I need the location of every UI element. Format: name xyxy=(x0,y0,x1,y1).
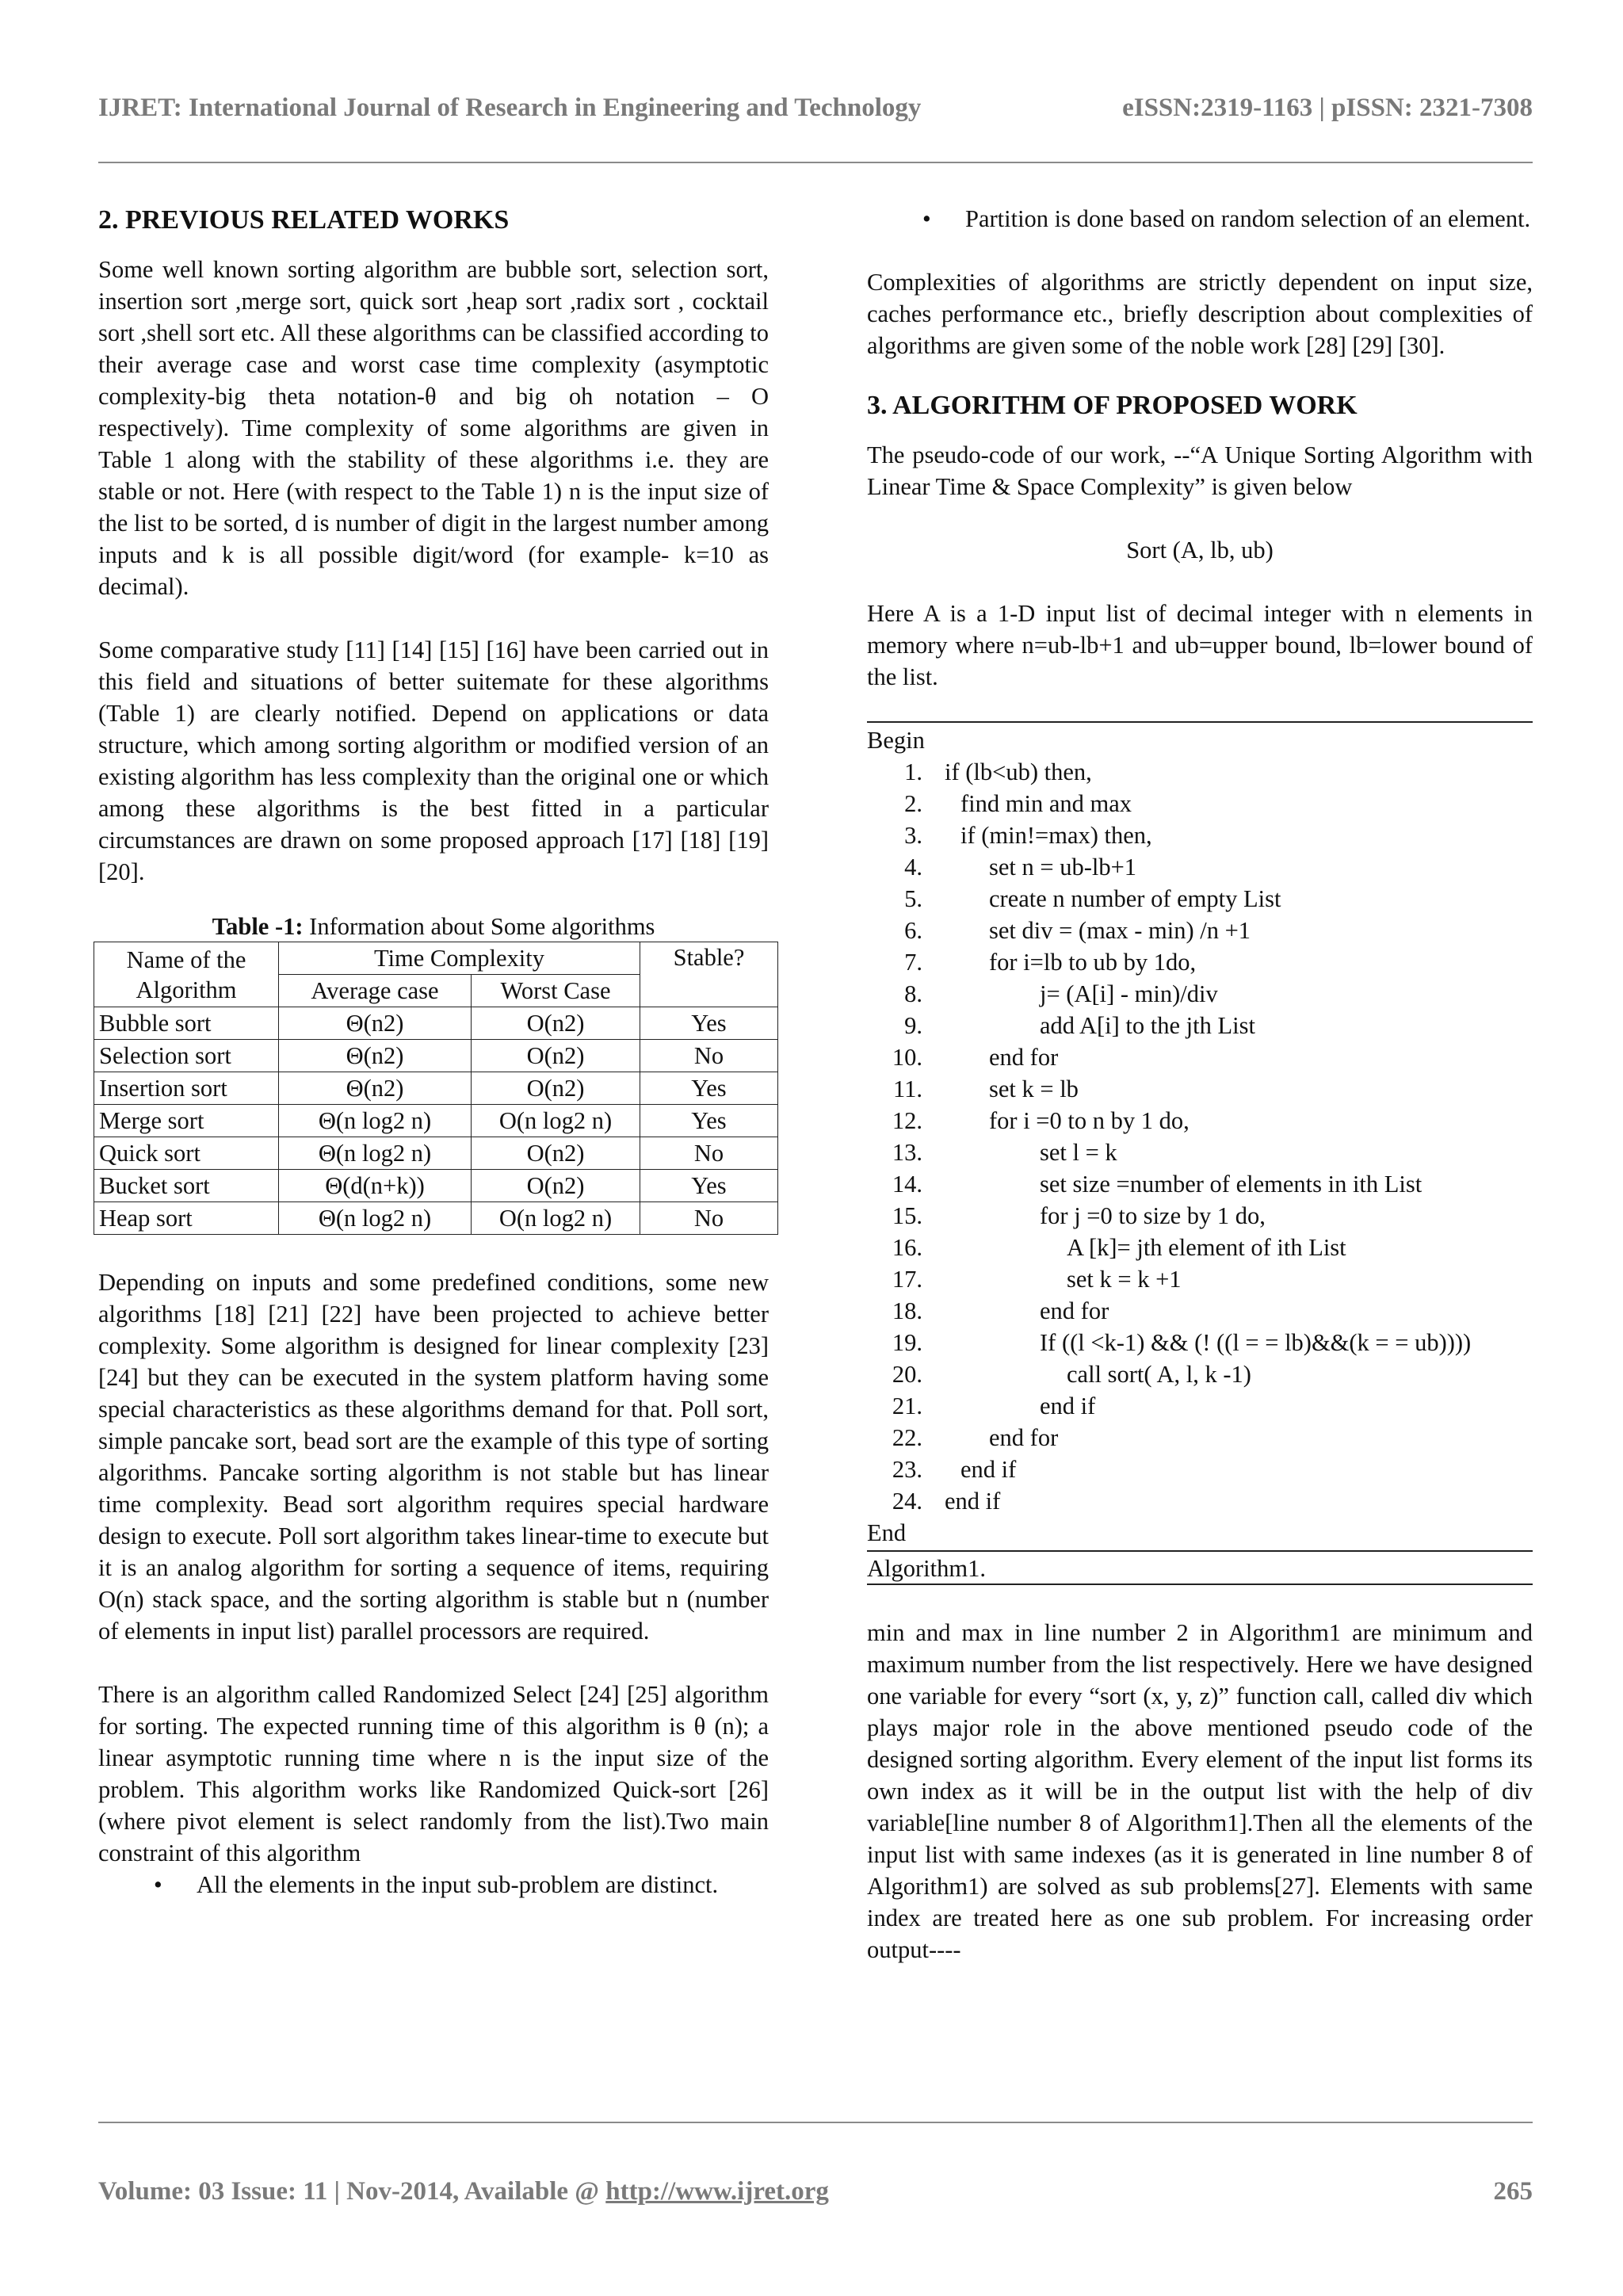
bullet-icon: • xyxy=(154,1871,162,1898)
table-cell-name: Quick sort xyxy=(94,1137,279,1170)
table-cell-stable: No xyxy=(640,1040,778,1072)
table-cell-avg: Θ(n2) xyxy=(279,1040,472,1072)
algorithm-bottom-rule xyxy=(867,1584,1533,1585)
table-header-worst: Worst Case xyxy=(472,975,640,1007)
table-cell-stable: No xyxy=(640,1137,778,1170)
line-number: 8. xyxy=(904,980,922,1007)
page-number: 265 xyxy=(1493,2177,1533,2206)
line-code: find min and max xyxy=(960,790,1132,817)
line-number: 24. xyxy=(892,1488,922,1515)
algorithm-line xyxy=(867,851,1533,883)
constraint-list-continued xyxy=(867,203,1533,235)
algorithm-line xyxy=(867,1390,1533,1422)
line-code: if (lb<ub) then, xyxy=(945,758,1092,785)
table-cell-avg: Θ(d(n+k)) xyxy=(279,1170,472,1202)
line-number: 4. xyxy=(904,854,922,881)
section-heading-algorithm: 3. ALGORITHM OF PROPOSED WORK xyxy=(867,391,1358,420)
page-footer xyxy=(98,2177,1533,2209)
line-code: set div = (max - min) /n +1 xyxy=(989,917,1251,944)
journal-link[interactable]: http://www.ijret.org xyxy=(605,2177,829,2206)
line-number: 3. xyxy=(904,822,922,849)
algorithm-line xyxy=(867,1232,1533,1263)
table-cell-stable: Yes xyxy=(640,1105,778,1137)
table-caption xyxy=(98,911,769,942)
issn-info: eISSN:2319-1163 | pISSN: 2321-7308 xyxy=(1122,94,1533,122)
table-cell-worst: O(n log2 n) xyxy=(472,1202,640,1235)
table-cell-avg: Θ(n log2 n) xyxy=(279,1105,472,1137)
algorithm-line xyxy=(867,1137,1533,1168)
right-column xyxy=(867,203,1533,1966)
table-cell-worst: O(n2) xyxy=(472,1007,640,1040)
algorithm-box xyxy=(867,721,1533,1585)
line-number: 19. xyxy=(892,1329,922,1356)
line-code: for j =0 to size by 1 do, xyxy=(1040,1202,1266,1229)
algorithm-line xyxy=(867,1485,1533,1517)
algorithm-line xyxy=(867,915,1533,946)
table-row xyxy=(94,1105,778,1137)
line-number: 18. xyxy=(892,1297,922,1324)
line-number: 22. xyxy=(892,1424,922,1451)
table-row xyxy=(94,1040,778,1072)
algorithm-line xyxy=(867,1041,1533,1073)
paragraph-3: Depending on inputs and some predefined conditions, some new algorithms [18] [21] [22] have been projected to achieve better complexity. Some algorithm is designed for linear complexity [23] [24] but they can be executed in the system platform having some special characteristics as these algorithms demand for that. Poll sort, simple pancake sort, bead sort are the example of this type of sorting algorithms. Pancake sorting algorithm is not stable but has linear time complexity. Bead sort algorithm requires special hardware design to execute. Poll sort algorithm takes linear-time to execute but it is an analog algorithm for sorting a sequence of items, requiring O(n) stack space, and the sorting algorithm is stable but n (number of elements in input list) parallel processors are required. xyxy=(98,1269,769,1645)
line-code: end if xyxy=(1040,1392,1096,1419)
line-code: call sort( A, l, k -1) xyxy=(1067,1361,1251,1388)
table-caption-label: Table -1: xyxy=(212,913,304,940)
paragraph-6: The pseudo-code of our work, --“A Unique Sorting Algorithm with Linear Time & Space Complexity” is given below xyxy=(867,441,1533,500)
line-number: 23. xyxy=(892,1456,922,1483)
line-code: set l = k xyxy=(1040,1139,1117,1166)
bullet-icon: • xyxy=(922,205,931,232)
table-row xyxy=(94,1202,778,1235)
line-code: add A[i] to the jth List xyxy=(1040,1012,1255,1039)
table-cell-worst: O(n2) xyxy=(472,1170,640,1202)
line-code: set k = lb xyxy=(989,1075,1079,1102)
algorithm-line xyxy=(867,1295,1533,1327)
paragraph-5: Complexities of algorithms are strictly dependent on input size, caches performance etc., briefly description about complexities of algorithms are given some of the noble work [28] [29] [30]. xyxy=(867,269,1533,359)
line-code: create n number of empty List xyxy=(989,885,1281,912)
header-rule xyxy=(98,162,1533,163)
algorithm-line xyxy=(867,788,1533,819)
table-cell-name: Bucket sort xyxy=(94,1170,279,1202)
table-cell-avg: Θ(n2) xyxy=(279,1072,472,1105)
table-header-time: Time Complexity xyxy=(279,942,640,975)
line-number: 16. xyxy=(892,1234,922,1261)
table-cell-worst: O(n2) xyxy=(472,1137,640,1170)
page-header xyxy=(98,94,1533,125)
table-row xyxy=(94,1007,778,1040)
line-number: 13. xyxy=(892,1139,922,1166)
table-row xyxy=(94,1072,778,1105)
line-code: set size =number of elements in ith List xyxy=(1040,1171,1423,1198)
algorithm-line xyxy=(867,1105,1533,1137)
algorithm-line xyxy=(867,1263,1533,1295)
algorithm-line xyxy=(867,1073,1533,1105)
table-cell-worst: O(n2) xyxy=(472,1072,640,1105)
table-header-stable: Stable? xyxy=(640,942,778,1007)
paragraph-4: There is an algorithm called Randomized Select [24] [25] algorithm for sorting. The expected running time of this algorithm is θ (n); a linear asymptotic running time where n is the input size of the problem. This algorithm works like Randomized Quick-sort [26] (where pivot element is select randomly from the list).Two main constraint of this algorithm xyxy=(98,1681,769,1866)
algorithm-line xyxy=(867,1168,1533,1200)
table-cell-name: Heap sort xyxy=(94,1202,279,1235)
line-number: 5. xyxy=(904,885,922,912)
table-cell-name: Selection sort xyxy=(94,1040,279,1072)
line-code: j= (A[i] - min)/div xyxy=(1040,980,1218,1007)
algorithm-line xyxy=(867,1010,1533,1041)
line-number: 7. xyxy=(904,949,922,976)
line-code: end for xyxy=(989,1424,1059,1451)
line-code: set k = k +1 xyxy=(1067,1266,1182,1293)
table-cell-avg: Θ(n log2 n) xyxy=(279,1202,472,1235)
line-code: if (min!=max) then, xyxy=(960,822,1152,849)
complexity-table xyxy=(94,942,778,1235)
sort-signature: Sort (A, lb, ub) xyxy=(1126,537,1274,563)
line-number: 15. xyxy=(892,1202,922,1229)
line-number: 9. xyxy=(904,1012,922,1039)
algorithm-end: End xyxy=(867,1519,907,1546)
table-cell-worst: O(n2) xyxy=(472,1040,640,1072)
table-cell-avg: Θ(n log2 n) xyxy=(279,1137,472,1170)
algorithm-line xyxy=(867,1454,1533,1485)
algorithm-line xyxy=(867,978,1533,1010)
line-number: 21. xyxy=(892,1392,922,1419)
line-number: 12. xyxy=(892,1107,922,1134)
table-cell-stable: Yes xyxy=(640,1170,778,1202)
line-code: If ((l <k-1) && (! ((l = = lb)&&(k = = ub)))) xyxy=(1040,1329,1472,1356)
journal-title: IJRET: International Journal of Research in Engineering and Technology xyxy=(98,94,922,122)
footer-volume: Volume: 03 Issue: 11 | Nov-2014, Available @ http://www.ijret.org xyxy=(98,2177,829,2206)
line-number: 20. xyxy=(892,1361,922,1388)
table-cell-avg: Θ(n2) xyxy=(279,1007,472,1040)
paragraph-2: Some comparative study [11] [14] [15] [16] have been carried out in this field and situations of better suitemate for these algorithms (Table 1) are clearly notified. Depend on applications or data structure, which among sorting algorithm or modified version of an existing algorithm has less complexity than the original one or which among these algorithms is the best fitted in a particular circumstances are drawn on some proposed approach [17] [18] [19] [20]. xyxy=(98,636,769,885)
table-body xyxy=(94,1007,778,1235)
line-code: for i =0 to n by 1 do, xyxy=(989,1107,1190,1134)
line-code: A [k]= jth element of ith List xyxy=(1067,1234,1346,1261)
line-code: end if xyxy=(945,1488,1001,1515)
line-code: end for xyxy=(1040,1297,1109,1324)
paragraph-7: Here A is a 1-D input list of decimal integer with n elements in memory where n=ub-lb+1 and ub=upper bound, lb=lower bound of the list. xyxy=(867,600,1533,690)
table-cell-name: Bubble sort xyxy=(94,1007,279,1040)
table-row xyxy=(94,1137,778,1170)
algorithm-caption: Algorithm1. xyxy=(867,1555,986,1582)
table-cell-worst: O(n log2 n) xyxy=(472,1105,640,1137)
constraint-list xyxy=(98,1869,769,1901)
table-caption-text: Information about Some algorithms xyxy=(303,913,655,940)
line-code: end for xyxy=(989,1044,1059,1071)
algorithm-line xyxy=(867,819,1533,851)
algorithm-line xyxy=(867,1327,1533,1358)
list-item: • Partition is done based on random selection of an element. xyxy=(867,203,1533,235)
algorithm-line xyxy=(867,1422,1533,1454)
footer-rule xyxy=(98,2122,1533,2123)
algorithm-begin: Begin xyxy=(867,727,925,754)
line-code: end if xyxy=(960,1456,1017,1483)
list-item: • All the elements in the input sub-problem are distinct. xyxy=(98,1869,769,1901)
line-code: for i=lb to ub by 1do, xyxy=(989,949,1197,976)
table-cell-name: Insertion sort xyxy=(94,1072,279,1105)
table-header-name: Name of the Algorithm xyxy=(94,942,279,1007)
line-number: 1. xyxy=(904,758,922,785)
line-code: set n = ub-lb+1 xyxy=(989,854,1137,881)
table-cell-stable: Yes xyxy=(640,1007,778,1040)
line-number: 6. xyxy=(904,917,922,944)
paragraph-1: Some well known sorting algorithm are bubble sort, selection sort, insertion sort ,merge sort, quick sort ,heap sort ,radix sort , cocktail sort ,shell sort etc. All these algorithms can be classified according to their average case and worst case time complexity (asymptotic complexity-big theta notation-θ and big oh notation – O respectively). Time complexity of some algorithms are given in Table 1 along with the stability of these algorithms i.e. they are stable or not. Here (with respect to the Table 1) n is the input size of the list to be sorted, d is number of digit in the largest number among inputs and k is all possible digit/word (for example- k=10 as decimal). xyxy=(98,256,769,600)
left-column xyxy=(98,203,769,1901)
paragraph-8: min and max in line number 2 in Algorithm1 are minimum and maximum number from the list respectively. Here we have designed one variable for every “sort (x, y, z)” function call, called div which plays major role in the above mentioned pseudo code of the designed sorting algorithm. Every element of the input list forms its own index as it will be in the output list with the help of div variable[line number 8 of Algorithm1].Then all the elements of the input list with same indexes (as it is generated in line number 8 of Algorithm1) are solved as sub problems[27]. Elements with same index are treated here as one sub problem. For increasing order output---- xyxy=(867,1619,1533,1963)
algorithm-line xyxy=(867,946,1533,978)
algorithm-line xyxy=(867,756,1533,788)
line-number: 11. xyxy=(893,1075,922,1102)
table-header-avg: Average case xyxy=(279,975,472,1007)
line-number: 14. xyxy=(892,1171,922,1198)
line-number: 10. xyxy=(892,1044,922,1071)
section-heading-related-works: 2. PREVIOUS RELATED WORKS xyxy=(98,205,510,235)
table-row xyxy=(94,1170,778,1202)
line-number: 17. xyxy=(892,1266,922,1293)
algorithm-line xyxy=(867,883,1533,915)
table-cell-name: Merge sort xyxy=(94,1105,279,1137)
algorithm-lines xyxy=(867,756,1533,1517)
line-number: 2. xyxy=(904,790,922,817)
algorithm-line xyxy=(867,1358,1533,1390)
table-cell-stable: Yes xyxy=(640,1072,778,1105)
table-cell-stable: No xyxy=(640,1202,778,1235)
algorithm-line xyxy=(867,1200,1533,1232)
